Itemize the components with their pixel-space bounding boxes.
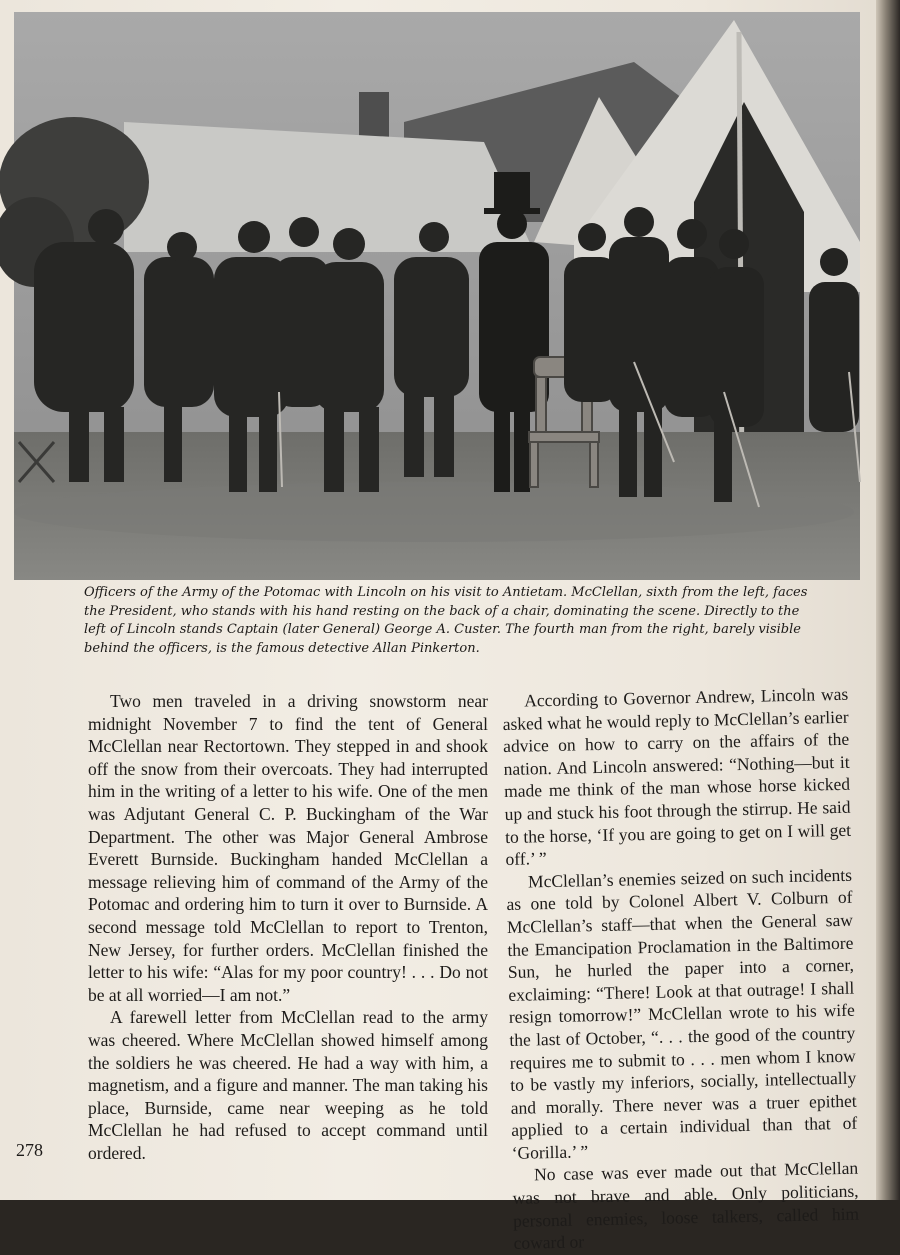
right-text-column: [502, 683, 860, 1255]
paragraph: According to Governor Andrew, Lincoln was asked what he would reply to McClellan’s earlier advice on how to carry on the affairs of the nation. And Lincoln answered: “Nothing—but it made me think of the man whose horse kicked up and stuck his foot through the stirrup. He said to the horse, ‘If you are going to get on I will get off.’ ”: [502, 683, 852, 870]
page-number: 278: [16, 1140, 43, 1160]
book-spine-shadow: [876, 0, 900, 1200]
left-text-column: [88, 690, 488, 1164]
paragraph: No case was ever made out that McClellan was not brave and able. Only politicians, personal enemies, loose talkers, called him coward or: [512, 1158, 860, 1254]
paragraph: Two men traveled in a driving snowstorm near midnight November 7 to find the tent of General McClellan near Rectortown. They stepped in and shook off the snow from their overcoats. They had interrupted him in the writing of a letter to his wife. One of the men was Adjutant General C. P. Buckingham of the War Department. The other was Major General Ambrose Everett Burnside. Buckingham handed McClellan a message relieving him of command of the Army of the Potomac and ordering him to turn it over to Burnside. A second message told McClellan to report to Trenton, New Jersey, for further orders. McClellan finished the letter to his wife: “Alas for my poor country! . . . Do not be at all worried—I am not.”: [88, 691, 488, 1005]
paragraph: McClellan’s enemies seized on such incidents as one told by Colonel Albert V. Colburn of McClellan’s staff—that when the General saw the Emancipation Proclamation in the Baltimore Sun, he hurled the paper into a corner, exclaiming: “There! Look at that outrage! I shall resign tomorrow!” McClellan wrote to his wife the last of October, “. . . the good of the country requires me to submit to . . . men whom I know to be vastly my inferiors, socially, intellectually and morally. There never was a truer epithet applied to a certain individual than that of ‘Gorilla.’ ”: [506, 864, 858, 1163]
photo-illustration: [14, 12, 860, 580]
antietam-photograph: [14, 12, 860, 580]
photo-caption: Officers of the Army of the Potomac with Lincoln on his visit to Antietam. McClellan, sixth from the left, faces the President, who stands with his hand resting on the back of a chair, dominating the scene. Directly to the left of Lincoln stands Captain (later General) George A. Custer. The fourth man from the right, barely visible behind the officers, is the famous detective Allan Pinkerton.: [84, 585, 808, 656]
paragraph: A farewell letter from McClellan read to the army was cheered. Where McClellan showed himself among the soldiers he was cheered. He had a way with him, a magnetism, and a figure and manner. The man taking his place, Burnside, came near weeping as he told McClellan he had refused to accept command until ordered.: [88, 1007, 488, 1163]
